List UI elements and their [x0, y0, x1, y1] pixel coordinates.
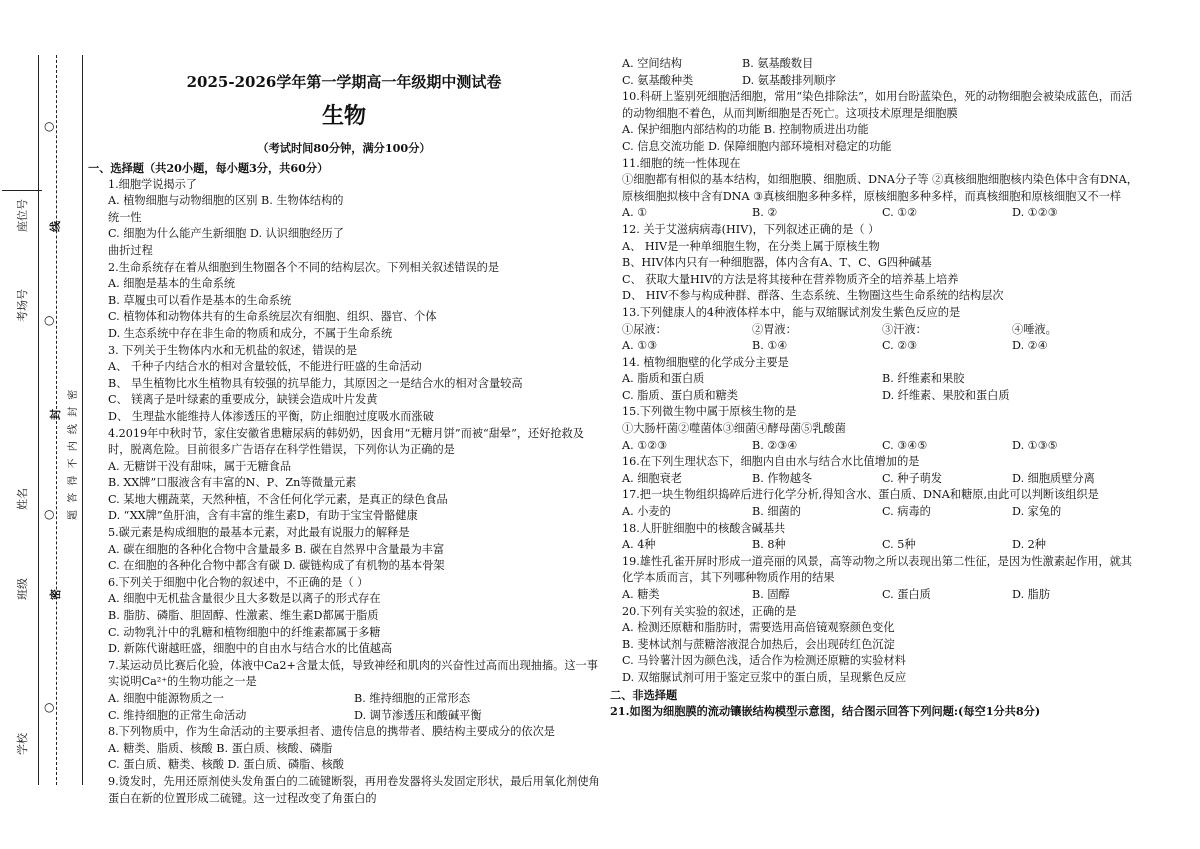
option-row: [622, 471, 1142, 488]
margin-circle: ○: [44, 700, 55, 714]
option: C. 氨基酸种类: [622, 73, 694, 87]
margin-line-outer: [38, 55, 39, 785]
option-line: D、 生理盐水能维持人体渗透压的平衡，防止细胞过度吸水而涨破: [108, 409, 434, 423]
option-line: D、 HIV不参与构成种群、群落、生态系统、生物圈这些生命系统的结构层次: [622, 289, 1004, 303]
option-line: A. 细胞是基本的生命系统: [108, 277, 236, 291]
option: A. 植物细胞与动物细胞的区别 B. 生物体结构的统一性: [108, 194, 344, 224]
question-text: 10.科研上鉴别死细胞活细胞，常用“染色排除法”，如用台盼蓝染色，死的动物细胞会被染成蓝色，而活的动物细胞不着色，从而判断细胞是否死亡。这项技术原理是细胞膜: [622, 90, 1133, 120]
exam-note: （考试时间80分钟，满分100分）: [257, 141, 431, 155]
option-line: C. 在细胞的各种化合物中都含有碳 D. 碳链构成了有机物的基本骨架: [108, 559, 445, 573]
option: A. ①: [622, 206, 648, 220]
option-row: [622, 205, 1142, 222]
option-row: [622, 56, 1142, 73]
option: D. 纤维素、果胶和蛋白质: [882, 388, 1010, 402]
option: C. 脂质、蛋白质和糖类: [622, 388, 738, 402]
option: D. 家兔的: [1012, 505, 1062, 519]
option-row: [622, 322, 1142, 339]
name-label: 姓名: [16, 488, 29, 510]
option: A. 小麦的: [622, 505, 671, 519]
question-text: 19.雄性孔雀开屏时形成一道亮丽的风景，高等动物之所以表现出第二性征，是因为性激素起作用，就其化学本质而言，其下列哪种物质作用的结果: [622, 554, 1133, 585]
question-text: 1.细胞学说揭示了: [108, 177, 197, 191]
option: B. 固醇: [752, 588, 790, 601]
question-text: ①大肠杆菌②噬菌体③细菌④酵母菌⑤乳酸菌: [622, 422, 846, 436]
option: B. 维持细胞的正常形态: [354, 692, 471, 705]
margin-circle: ○: [44, 313, 55, 327]
question-text: 18.人肝脏细胞中的核酸含碱基共: [622, 521, 786, 535]
option: A. ①③: [622, 339, 658, 353]
question-text: ①细胞都有相似的基本结构，如细胞膜、细胞质、DNA分子等 ②真核细胞细胞核内染色体中含有DNA，原核细胞拟核中含有DNA ③真核细胞多种多样，原核细胞多种多样，而真核细胞和原核细胞又不一样: [622, 173, 1138, 203]
option: ②胃液：: [752, 322, 797, 336]
option: A. 4种: [622, 538, 656, 552]
left-questions: [108, 177, 600, 808]
option: C. 病毒的: [882, 505, 931, 519]
school-label: 学校: [16, 733, 29, 755]
option: B. ②: [752, 206, 778, 220]
question-text: 15.下列微生物中属于原核生物的是: [622, 405, 797, 419]
exam-title: 2025-2026学年第一学期高一年级期中测试卷: [186, 73, 502, 91]
option: D. ②④: [1012, 339, 1048, 353]
option: ③汗液：: [882, 322, 927, 336]
option-line: D. 新陈代谢越旺盛，细胞中的自由水与结合水的比值越高: [108, 642, 393, 656]
option-line: D. “XX牌”鱼肝油，含有丰富的维生素D，有助于宝宝骨骼健康: [108, 509, 418, 523]
option: D. 调节渗透压和酸碱平衡: [354, 708, 482, 722]
option: D. 细胞质壁分离: [1012, 471, 1095, 485]
question-text: 8.下列物质中，作为生命活动的主要承担者、遗传信息的携带者、膜结构主要成分的依次是: [108, 725, 555, 739]
question-text: 6.下列关于细胞中化合物的叙述中，不正确的是（ ）: [108, 575, 369, 589]
question-text: 21.如图为细胞膜的流动镶嵌结构模型示意图，结合图示回答下列问题:(每空1分共8分): [610, 704, 1041, 719]
option-line: C. 植物体和动物体共有的生命系统层次有细胞、组织、器官、个体: [108, 310, 437, 324]
question-text: 9.烫发时，先用还原剂使头发角蛋白的二硫键断裂，再用卷发器将头发固定形状，最后用氧化剂使角蛋白在新的位置形成二硫键。这一过程改变了角蛋白的: [108, 774, 600, 805]
option: D. ①③⑤: [1012, 438, 1058, 452]
margin-circle: ○: [44, 507, 55, 521]
option-line: B. 脂肪、磷脂、胆固醇、性激素、维生素D都属于脂质: [108, 609, 379, 623]
option: C. 维持细胞的正常生命活动: [108, 708, 247, 722]
option: A. 脂质和蛋白质: [622, 372, 705, 386]
option-row: [108, 193, 600, 226]
question-text: 14. 植物细胞壁的化学成分主要是: [622, 355, 789, 369]
question-text: 11.细胞的统一性体现在: [622, 156, 741, 170]
right-questions: [610, 56, 1142, 720]
option: C. ②③: [882, 339, 918, 353]
option: A. 细胞衰老: [622, 471, 682, 485]
seal-text-seal: 封: [49, 409, 62, 420]
question-text: 4.2019年中秋时节，家住安徽省患糖尿病的韩奶奶，因食用“无糖月饼”而被“甜晕”，还好抢救及时，脱离危险。目前很多广告语存在科学性错误，下列你认为正确的是: [108, 426, 584, 457]
seat-label: 座位号: [16, 199, 29, 232]
option-line: A. 检测还原糖和脂肪时，需要选用高倍镜观察颜色变化: [622, 621, 895, 635]
option-line: C. 某地大棚蔬菜，天然种植，不含任何化学元素，是真正的绿色食品: [108, 492, 448, 506]
option: A. 细胞中能源物质之一: [108, 692, 224, 705]
option-row: [108, 708, 600, 725]
option: B. 纤维素和果胶: [882, 372, 965, 386]
margin-circle: ○: [44, 119, 55, 133]
right-column: [610, 56, 1142, 720]
option-line: D. 生态系统中存在非生命的物质和成分，不属于生命系统: [108, 326, 393, 340]
option-line: C. 信息交流功能 D. 保障细胞内部环境相对稳定的功能: [622, 139, 892, 153]
option-line: C. 蛋白质、糖类、核酸 D. 蛋白质、磷脂、核酸: [108, 758, 344, 772]
option: B. 8种: [752, 538, 786, 552]
option-line: A、 千种子内结合水的相对含量较低，不能进行旺盛的生命活动: [108, 360, 422, 374]
option: D. 2种: [1012, 538, 1046, 552]
option: ④唾液。: [1012, 322, 1057, 336]
option: C. 5种: [882, 538, 916, 552]
option: A. 空间结构: [622, 57, 682, 70]
option: B. ①④: [752, 339, 788, 353]
seal-text-notice: 题 答 得 不 内 线 封 密: [68, 387, 79, 520]
margin-line-dashed: [56, 55, 57, 785]
exam-subject: 生物: [321, 103, 366, 129]
option: B. 细菌的: [752, 505, 801, 519]
option: B. 作物越冬: [752, 471, 813, 485]
seal-text-secret: 密: [49, 589, 62, 600]
option-line: A. 无糖饼干没有甜味，属于无糖食品: [108, 459, 292, 473]
option: C. 种子萌发: [882, 471, 943, 485]
option-row: [622, 587, 1142, 604]
option: D. 氨基酸排列顺序: [742, 73, 836, 87]
option-row: [622, 338, 1142, 355]
option: C. 细胞为什么能产生新细胞 D. 认识细胞经历了曲折过程: [108, 227, 344, 257]
option-line: A. 保护细胞内部结构的功能 B. 控制物质进出功能: [622, 123, 869, 137]
option: A. ①②③: [622, 438, 668, 452]
question-text: 20.下列有关实验的叙述，正确的是: [622, 604, 797, 618]
option-row: [622, 504, 1142, 521]
option: ①尿液：: [622, 322, 667, 336]
seat-line: [2, 190, 42, 191]
option: B. 氨基酸数目: [742, 57, 814, 70]
option: A. 糖类: [622, 588, 660, 601]
option-row: [108, 226, 600, 259]
option: C. 蛋白质: [882, 588, 931, 601]
option: D. ①②③: [1012, 206, 1058, 220]
option: D. 脂肪: [1012, 588, 1051, 601]
option-line: B. 斐林试剂与蔗糖溶液混合加热后，会出现砖红色沉淀: [622, 637, 895, 651]
option: C. ①②: [882, 206, 918, 220]
option-row: [622, 73, 1142, 90]
option-row: [622, 388, 1142, 405]
question-text: 13.下列健康人的4种液体样本中，能与双缩脲试剂发生紫色反应的是: [622, 305, 961, 319]
option-line: B、HIV体内只有一种细胞器，体内含有A、T、C、G四种碱基: [622, 256, 932, 270]
question-text: 3. 下列关于生物体内水和无机盐的叙述，错误的是: [108, 343, 358, 357]
option-line: B、 旱生植物比水生植物具有较强的抗旱能力，其原因之一是结合水的相对含量较高: [108, 376, 523, 390]
option-row: [622, 371, 1142, 388]
option-line: A、 HIV是一种单细胞生物，在分类上属于原核生物: [622, 239, 880, 253]
room-label: 考场号: [16, 289, 29, 322]
section-heading: 一、选择题（共20小题，每小题3分，共60分）: [88, 161, 329, 175]
question-text: 5.碳元素是构成细胞的最基本元素，对此最有说服力的解释是: [108, 526, 410, 540]
question-text: 2.生命系统存在着从细胞到生物圈各个不同的结构层次。下列相关叙述错误的是: [108, 260, 500, 274]
question-text: 12. 关于艾滋病病毒(HIV)，下列叙述正确的是（ ）: [622, 222, 880, 236]
option-line: D. 双缩脲试剂可用于鉴定豆浆中的蛋白质，呈现紫色反应: [622, 670, 907, 684]
option-row: [108, 691, 600, 708]
question-text: 16.在下列生理状态下，细胞内自由水与结合水比值增加的是: [622, 455, 920, 469]
option-line: C、 镁离子是叶绿素的重要成分，缺镁会造成叶片发黄: [108, 393, 378, 407]
option-line: B. 草履虫可以看作是基本的生命系统: [108, 293, 292, 307]
section-heading: 二、非选择题: [610, 687, 678, 702]
seal-text-line: 线: [49, 221, 62, 232]
option-line: B. XX牌”口服液含有丰富的N、P、Zn等微量元素: [108, 476, 357, 490]
class-label: 班级: [16, 578, 29, 600]
option-line: A. 碳在细胞的各种化合物中含量最多 B. 碳在自然界中含量最为丰富: [108, 542, 445, 556]
option-line: C、 获取大量HIV的方法是将其接种在营养物质齐全的培养基上培养: [622, 272, 959, 286]
option-line: A. 糖类、脂质、核酸 B. 蛋白质、核酸、磷脂: [108, 741, 333, 755]
option-line: C. 马铃薯汁因为颜色浅，适合作为检测还原糖的实验材料: [622, 654, 906, 668]
option-line: C. 动物乳汁中的乳糖和植物细胞中的纤维素都属于多糖: [108, 625, 381, 639]
option-row: [622, 537, 1142, 554]
option: B. ②③④: [752, 438, 798, 452]
option-row: [622, 438, 1142, 455]
margin-line-inner: [82, 55, 83, 785]
question-text: 7.某运动员比赛后化验，体液中Ca2+含量太低，导致神经和肌肉的兴奋性过高而出现抽搐。这一事实说明Ca²⁺的生物功能之一是: [108, 658, 598, 689]
option: C. ③④⑤: [882, 438, 928, 452]
option-line: A. 细胞中无机盐含量很少且大多数是以离子的形式存在: [108, 592, 381, 606]
question-text: 17.把一块生物组织捣碎后进行化学分析,得知含水、蛋白质、DNA和糖原,由此可以判断该组织是: [622, 488, 1099, 502]
left-column: [88, 68, 600, 807]
